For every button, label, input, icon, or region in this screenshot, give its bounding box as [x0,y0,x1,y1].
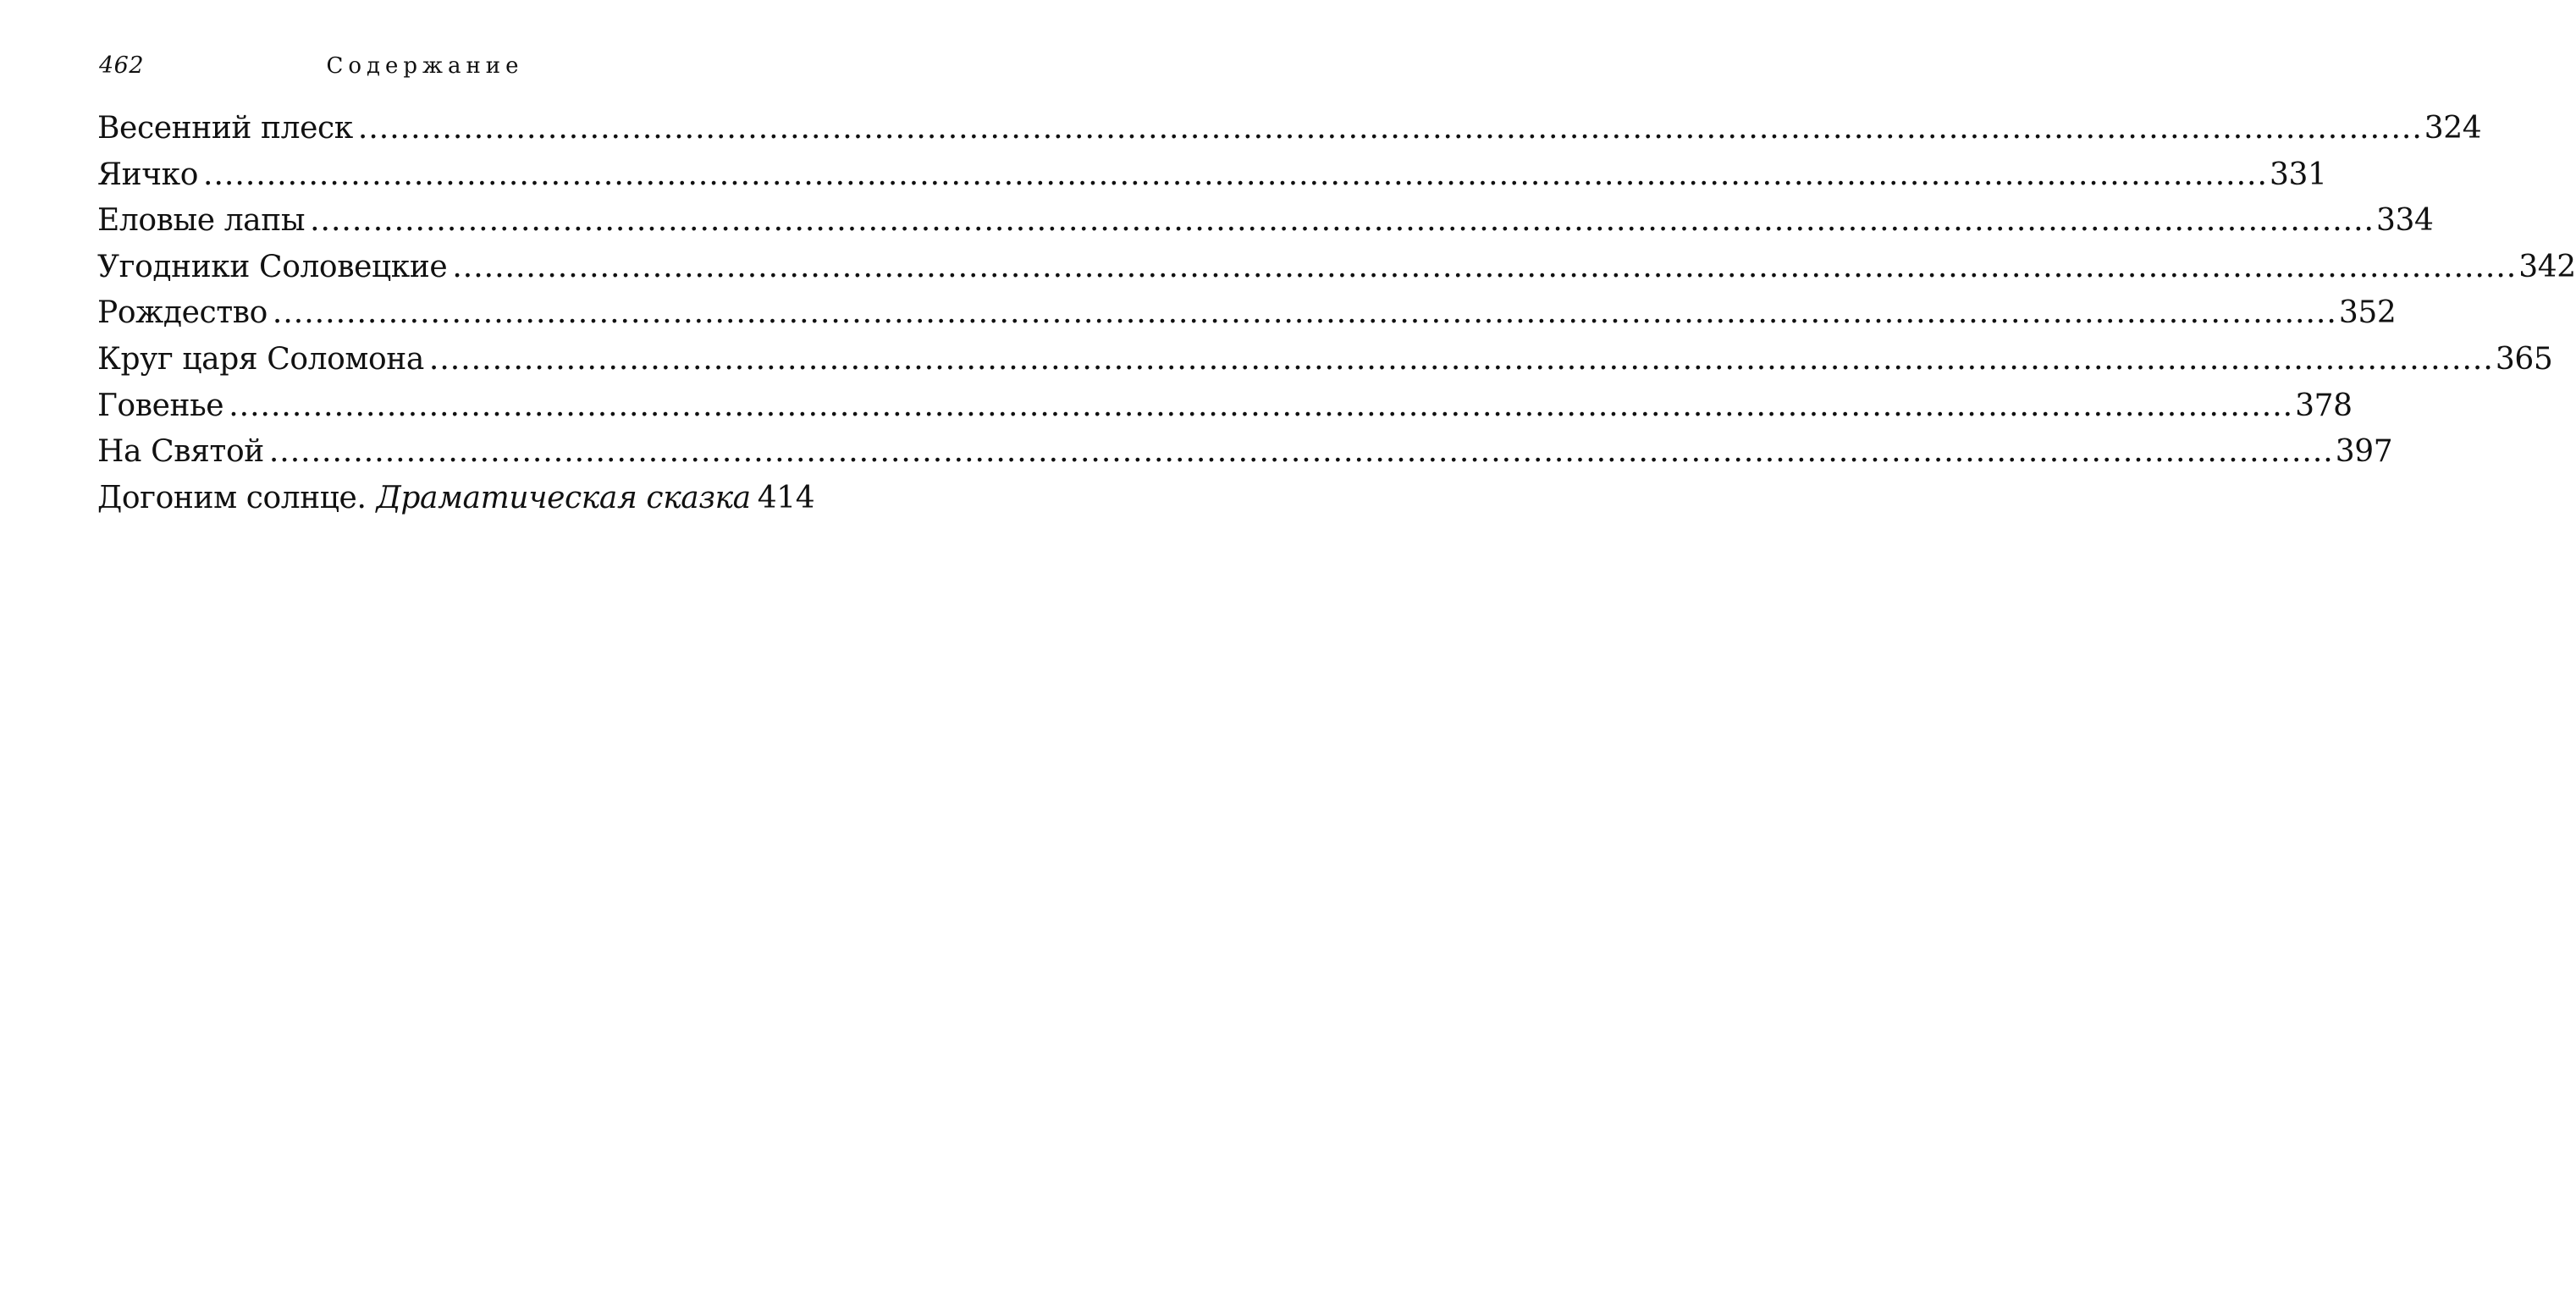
toc-entry-title: Догоним солнце. [97,480,367,515]
dot-leader [203,152,2268,199]
toc-entry-title: Угодники Соловецкие [97,249,448,284]
toc-entry-title: Круг царя Соломона [97,341,424,377]
toc-entry [97,290,2397,337]
toc-entry-page: 352 [2338,295,2397,331]
toc-entry-page: 324 [2424,111,2482,146]
dot-leader [273,290,2337,337]
toc-entry-page: 334 [2375,203,2434,239]
running-head [99,49,751,83]
toc-entry [97,383,2353,430]
toc-entry [97,337,2553,383]
toc-entry-title: Яичко [97,157,199,192]
toc-entry [97,245,2576,291]
toc-entry [97,198,2434,245]
toc-entry-title: Говенье [97,388,224,423]
toc-entry [97,152,2327,199]
toc-entry-title: На Святой [97,434,264,470]
dot-leader [229,383,2293,430]
dot-leader [269,429,2334,476]
toc-entry [97,476,815,522]
toc-entry-page: 365 [2495,341,2553,377]
toc-entry-page: 342 [2518,249,2576,284]
toc-entry [97,429,2393,476]
toc-entry-title: Весенний плеск [97,111,353,146]
dot-leader [452,245,2517,291]
toc-entry-page: 331 [2269,157,2327,192]
toc-entry-page: 378 [2295,388,2353,423]
toc-entry-page: 414 [757,480,815,515]
dot-leader [310,198,2375,245]
toc-entry-subtitle: Драматическая сказка [376,480,751,515]
dot-leader [429,337,2494,383]
toc-entry [97,106,2482,152]
dot-leader [358,106,2423,152]
toc-entry-page: 397 [2335,434,2393,470]
section-title: Содержание [326,53,524,79]
page-number: 462 [99,52,145,79]
table-of-contents [97,106,2576,521]
toc-entry-title: Рождество [97,295,268,331]
toc-entry-title: Еловые лапы [97,203,306,239]
